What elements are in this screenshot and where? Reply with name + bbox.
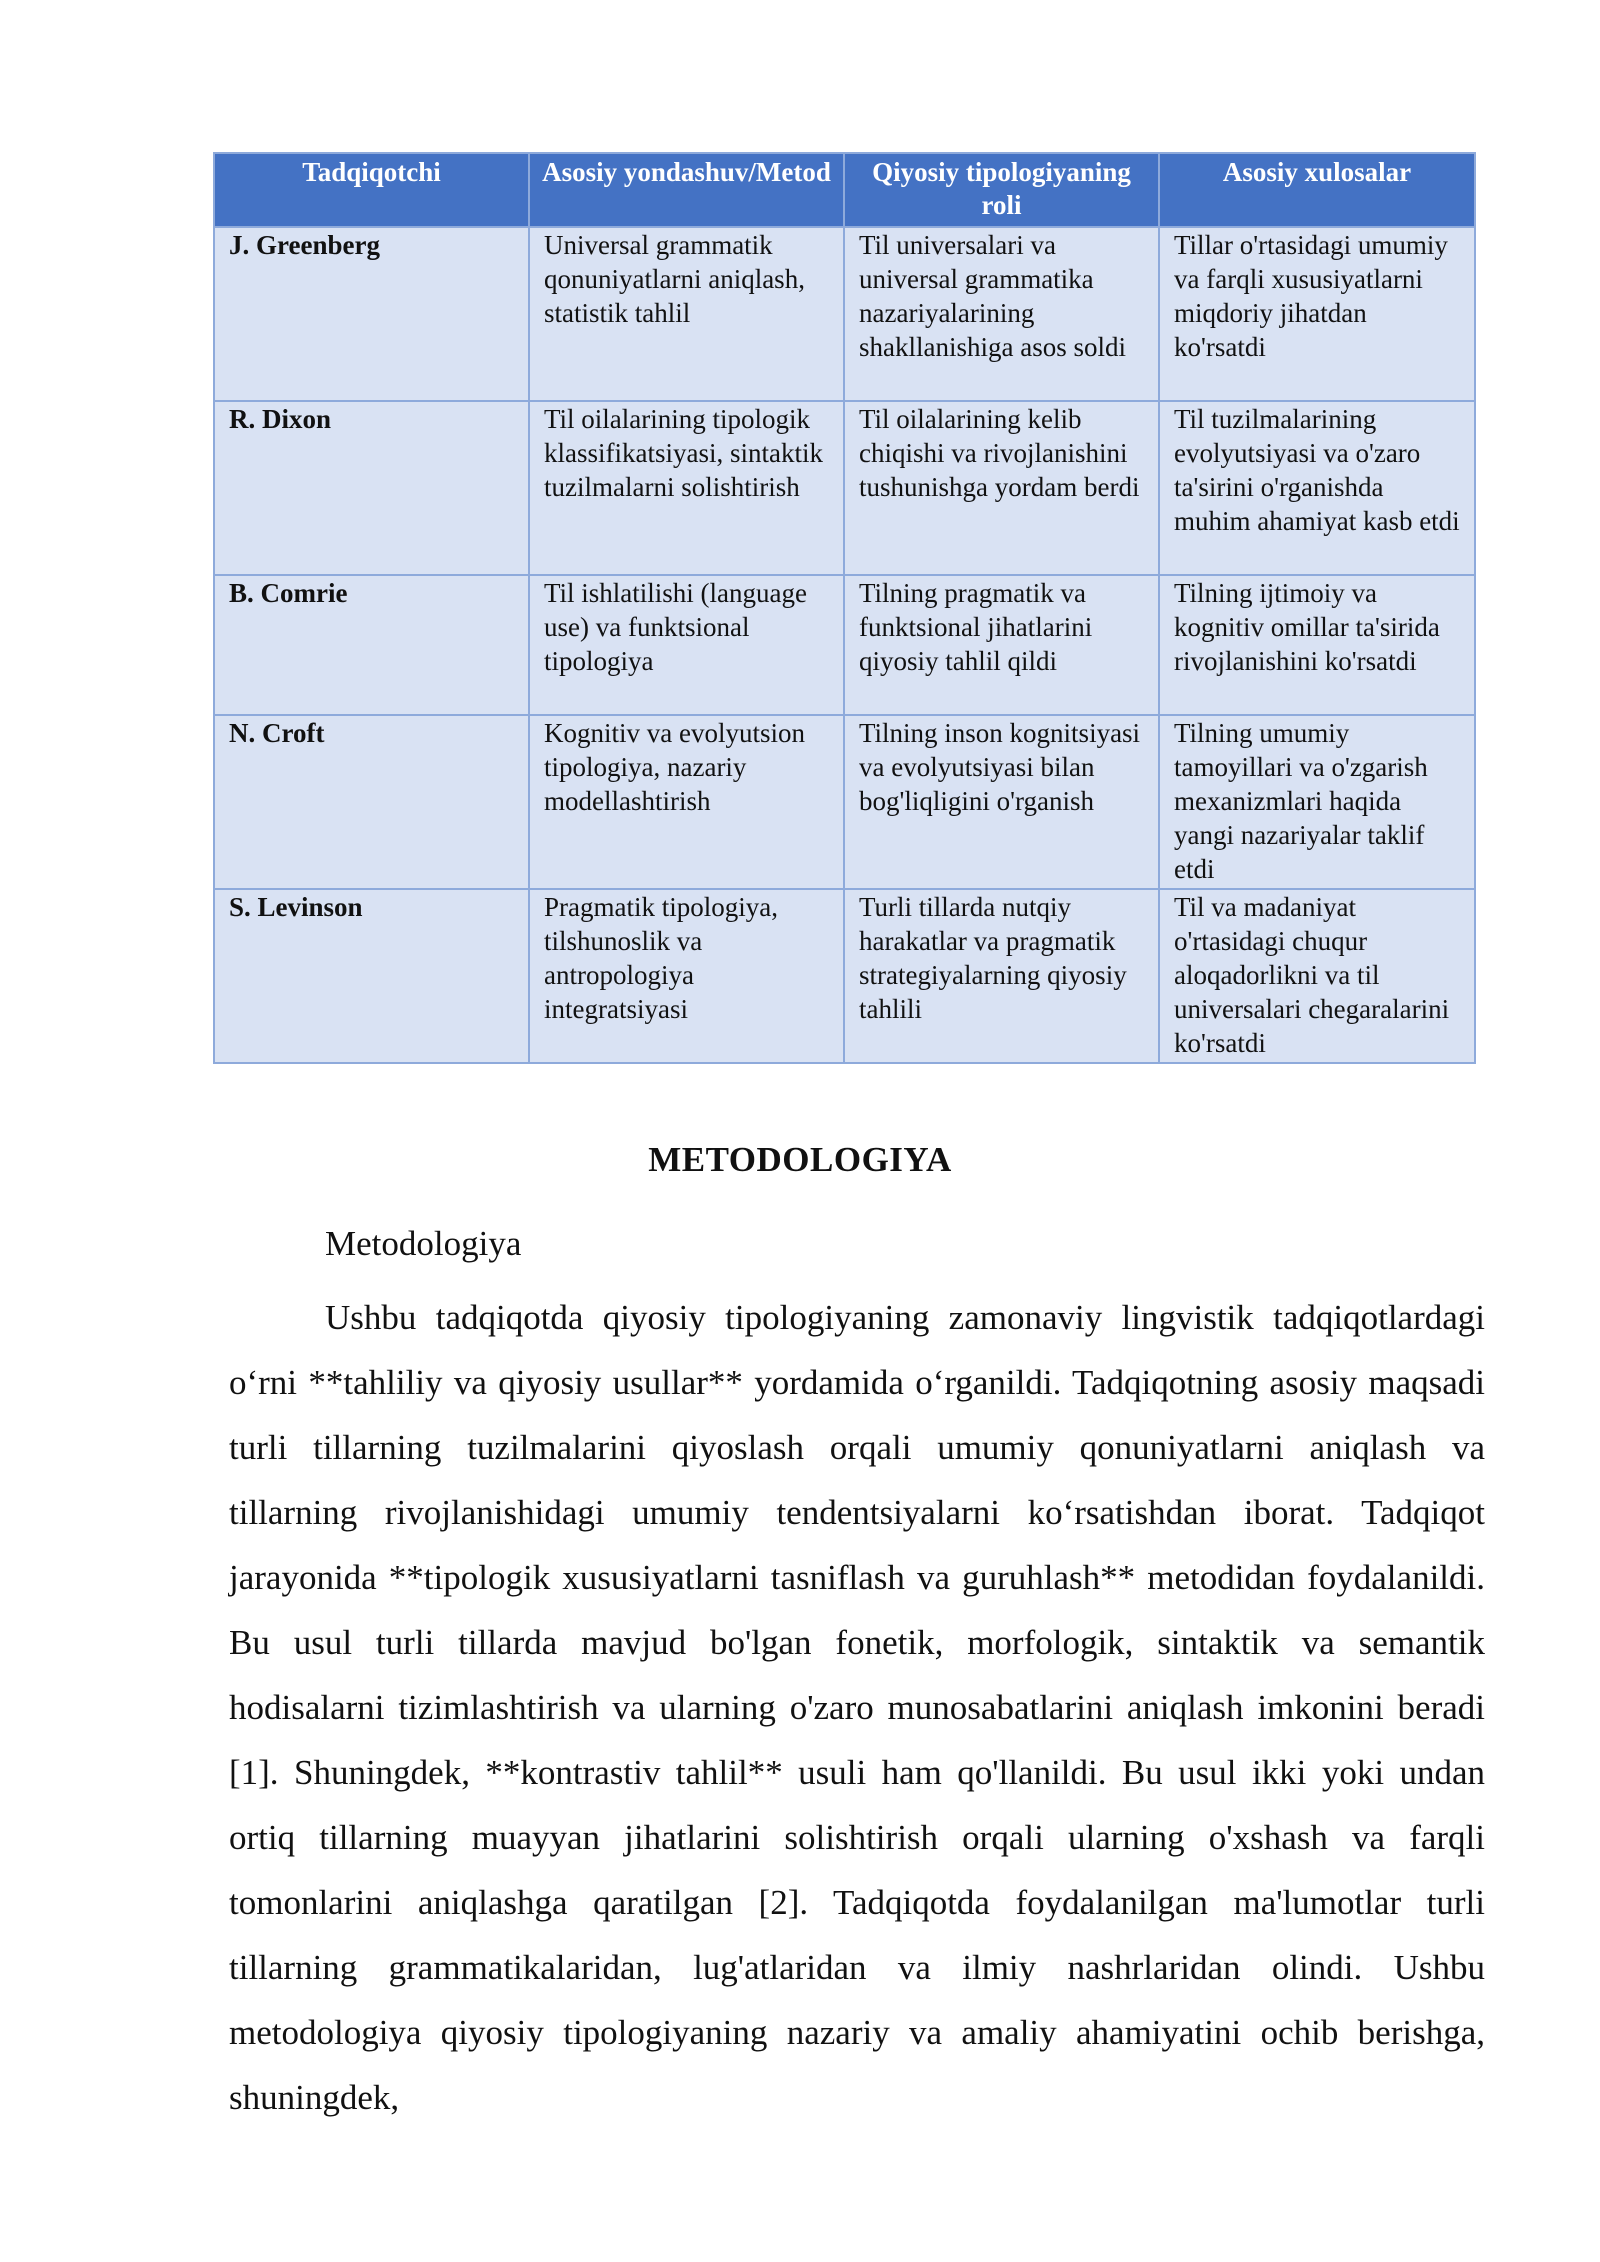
researcher-name: J. Greenberg xyxy=(214,227,529,401)
role-cell: Tilning inson kognitsiyasi va evolyutsiyasi bilan bog'liqligini o'rganish xyxy=(844,715,1159,889)
conclusion-cell: Til tuzilmalarining evolyutsiyasi va o'zaro ta'sirini o'rganishda muhim ahamiyat kasb etdi xyxy=(1159,401,1475,575)
researcher-name: N. Croft xyxy=(214,715,529,889)
section-title: METODOLOGIYA xyxy=(648,1140,952,1179)
header-conclusions: Asosiy xulosalar xyxy=(1159,153,1475,227)
table-row xyxy=(214,889,1475,1063)
table-row xyxy=(214,575,1475,715)
researcher-name: B. Comrie xyxy=(214,575,529,715)
role-cell: Turli tillarda nutqiy harakatlar va pragmatik strategiyalarning qiyosiy tahlili xyxy=(844,889,1159,1063)
header-approach: Asosiy yondashuv/Metod xyxy=(529,153,844,227)
approach-cell: Kognitiv va evolyutsion tipologiya, nazariy modellashtirish xyxy=(529,715,844,889)
role-cell: Til universalari va universal grammatika nazariyalarining shakllanishiga asos soldi xyxy=(844,227,1159,401)
body-paragraph: Ushbu tadqiqotda qiyosiy tipologiyaning zamonaviy lingvistik tadqiqotlardagi o‘rni **tahliliy va qiyosiy usullar** yordamida o‘rganildi. Tadqiqotning asosiy maqsadi turli tillarning tuzilmalarini qiyoslash orqali umumiy qonuniyatlarni aniqlash va tillarning rivojlanishidagi umumiy tendentsiyalarni ko‘rsatishdan iborat. Tadqiqot jarayonida **tipologik xususiyatlarni tasniflash va guruhlash** metodidan foydalanildi. Bu usul turli tillarda mavjud bo'lgan fonetik, morfologik, sintaktik va semantik hodisalarni tizimlashtirish va ularning o'zaro munosabatlarini aniqlash imkonini beradi [1]. Shuningdek, **kontrastiv tahlil** usuli ham qo'llanildi. Bu usul ikki yoki undan ortiq tillarning muayyan jihatlarini solishtirish orqali ularning o'xshash va farqli tomonlarini aniqlashga qaratilgan [2]. Tadqiqotda foydalanilgan ma'lumotlar turli tillarning grammatikalaridan, lug'atlaridan va ilmiy nashrlaridan olindi. Ushbu metodologiya qiyosiy tipologiyaning nazariy va amaliy ahamiyatini ochib berishga, shuningdek, xyxy=(229,1298,1485,2117)
header-researcher: Tadqiqotchi xyxy=(214,153,529,227)
table-row xyxy=(214,715,1475,889)
conclusion-cell: Tilning ijtimoiy va kognitiv omillar ta'sirida rivojlanishini ko'rsatdi xyxy=(1159,575,1475,715)
approach-cell: Til ishlatilishi (language use) va funktsional tipologiya xyxy=(529,575,844,715)
conclusion-cell: Tillar o'rtasidagi umumiy va farqli xususiyatlarni miqdoriy jihatdan ko'rsatdi xyxy=(1159,227,1475,401)
researcher-name: S. Levinson xyxy=(214,889,529,1063)
approach-cell: Til oilalarining tipologik klassifikatsiyasi, sintaktik tuzilmalarni solishtirish xyxy=(529,401,844,575)
researchers-table xyxy=(213,152,1476,1064)
table-row xyxy=(214,401,1475,575)
subheading: Metodologiya xyxy=(325,1224,522,1263)
conclusion-cell: Tilning umumiy tamoyillari va o'zgarish mexanizmlari haqida yangi nazariyalar taklif etdi xyxy=(1159,715,1475,889)
approach-cell: Pragmatik tipologiya, tilshunoslik va antropologiya integratsiyasi xyxy=(529,889,844,1063)
role-cell: Til oilalarining kelib chiqishi va rivojlanishini tushunishga yordam berdi xyxy=(844,401,1159,575)
table-header-row xyxy=(214,153,1475,227)
header-role: Qiyosiy tipologiyaning roli xyxy=(844,153,1159,227)
table-row xyxy=(214,227,1475,401)
role-cell: Tilning pragmatik va funktsional jihatlarini qiyosiy tahlil qildi xyxy=(844,575,1159,715)
approach-cell: Universal grammatik qonuniyatlarni aniqlash, statistik tahlil xyxy=(529,227,844,401)
conclusion-cell: Til va madaniyat o'rtasidagi chuqur aloqadorlikni va til universalari chegaralarini ko'rsatdi xyxy=(1159,889,1475,1063)
researcher-name: R. Dixon xyxy=(214,401,529,575)
